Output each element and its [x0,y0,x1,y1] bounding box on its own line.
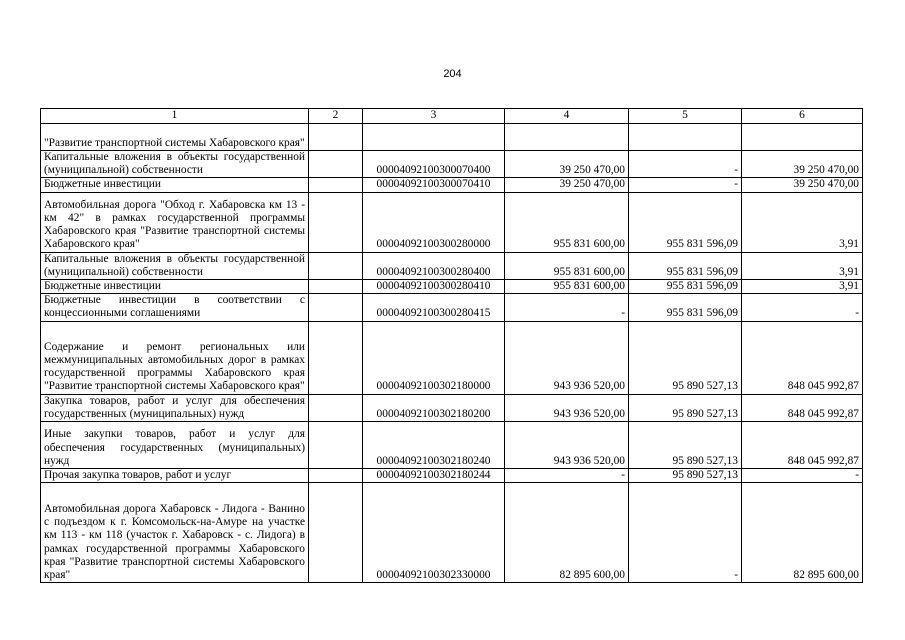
row-name: Автомобильная дорога Хабаровск - Лидога - Ванино с подъездом к г. Комсомольск-на-Амуре на участке км 113 - км 118 (участок г. Хабаровск - с. Лидога) в рамках государственной программы Хабаровского края "Развитие транспортной системы Хабаровского края" [41,483,309,583]
row-col-2 [309,321,363,394]
row-amount-4: - [505,294,629,321]
row-col-2 [309,252,363,279]
row-code: 00004092100300070410 [363,178,505,192]
row-col-2 [309,280,363,294]
row-name: "Развитие транспортной системы Хабаровского края" [41,124,309,151]
table-row [41,394,863,421]
budget-table-body [41,109,863,583]
row-amount-4: 943 936 520,00 [505,321,629,394]
row-code: 00004092100302330000 [363,483,505,583]
row-amount-6: - [742,469,863,483]
table-row [41,252,863,279]
row-name: Прочая закупка товаров, работ и услуг [41,469,309,483]
row-amount-5: 95 890 527,13 [629,321,742,394]
table-row [41,178,863,192]
row-amount-5: - [629,178,742,192]
table-row [41,151,863,178]
page-number: 204 [443,68,462,80]
row-amount-6: - [742,294,863,321]
row-code: 00004092100302180200 [363,394,505,421]
table-row [41,469,863,483]
row-col-2 [309,294,363,321]
row-amount-6: 3,91 [742,192,863,252]
row-code: 00004092100302180244 [363,469,505,483]
row-amount-5: - [629,151,742,178]
row-amount-5: 955 831 596,09 [629,294,742,321]
row-code: 00004092100302180000 [363,321,505,394]
header-col-6: 6 [742,109,863,124]
row-amount-6: 82 895 600,00 [742,483,863,583]
table-row [41,280,863,294]
row-amount-6 [742,124,863,151]
row-name: Иные закупки товаров, работ и услуг для обеспечения государственных (муниципальных) нужд [41,422,309,469]
row-amount-6: 848 045 992,87 [742,321,863,394]
row-amount-4: 955 831 600,00 [505,192,629,252]
row-amount-4: 39 250 470,00 [505,151,629,178]
row-amount-4: - [505,469,629,483]
budget-table [40,108,863,583]
row-name: Бюджетные инвестиции в соответствии с концессионными соглашениями [41,294,309,321]
table-row [41,483,863,583]
row-amount-5: 955 831 596,09 [629,192,742,252]
row-code: 00004092100300280400 [363,252,505,279]
row-amount-4 [505,124,629,151]
row-col-2 [309,422,363,469]
row-col-2 [309,124,363,151]
row-code: 00004092100300280000 [363,192,505,252]
table-row [41,294,863,321]
row-amount-4: 943 936 520,00 [505,422,629,469]
header-col-2: 2 [309,109,363,124]
table-row [41,124,863,151]
row-name: Бюджетные инвестиции [41,280,309,294]
row-code: 00004092100300070400 [363,151,505,178]
row-name: Капитальные вложения в объекты государственной (муниципальной) собственности [41,151,309,178]
header-col-4: 4 [505,109,629,124]
row-col-2 [309,469,363,483]
row-name: Закупка товаров, работ и услуг для обеспечения государственных (муниципальных) нужд [41,394,309,421]
table-row [41,321,863,394]
row-amount-6: 3,91 [742,252,863,279]
row-amount-5: 95 890 527,13 [629,422,742,469]
row-name: Содержание и ремонт региональных или межмуниципальных автомобильных дорог в рамках государственной программы Хабаровского края "Развитие транспортной системы Хабаровского края" [41,321,309,394]
row-amount-5: 95 890 527,13 [629,469,742,483]
row-col-2 [309,394,363,421]
row-code: 00004092100302180240 [363,422,505,469]
table-header-row [41,109,863,124]
row-name: Бюджетные инвестиции [41,178,309,192]
row-name: Автомобильная дорога "Обход г. Хабаровска км 13 - км 42" в рамках государственной программы Хабаровского края "Развитие транспортной системы Хабаровского края" [41,192,309,252]
row-amount-6: 3,91 [742,280,863,294]
row-amount-4: 955 831 600,00 [505,252,629,279]
row-col-2 [309,178,363,192]
table-row [41,422,863,469]
row-amount-5: 955 831 596,09 [629,280,742,294]
row-amount-5: 955 831 596,09 [629,252,742,279]
table-row [41,192,863,252]
row-col-2 [309,483,363,583]
row-amount-5: - [629,483,742,583]
header-col-1: 1 [41,109,309,124]
row-name: Капитальные вложения в объекты государственной (муниципальной) собственности [41,252,309,279]
row-code: 00004092100300280410 [363,280,505,294]
row-col-2 [309,151,363,178]
header-col-3: 3 [363,109,505,124]
header-col-5: 5 [629,109,742,124]
row-amount-6: 848 045 992,87 [742,394,863,421]
row-amount-6: 39 250 470,00 [742,178,863,192]
row-amount-5: 95 890 527,13 [629,394,742,421]
row-amount-4: 955 831 600,00 [505,280,629,294]
row-amount-4: 39 250 470,00 [505,178,629,192]
row-code [363,124,505,151]
row-amount-5 [629,124,742,151]
row-amount-6: 848 045 992,87 [742,422,863,469]
row-amount-6: 39 250 470,00 [742,151,863,178]
row-amount-4: 943 936 520,00 [505,394,629,421]
row-amount-4: 82 895 600,00 [505,483,629,583]
row-code: 00004092100300280415 [363,294,505,321]
row-col-2 [309,192,363,252]
